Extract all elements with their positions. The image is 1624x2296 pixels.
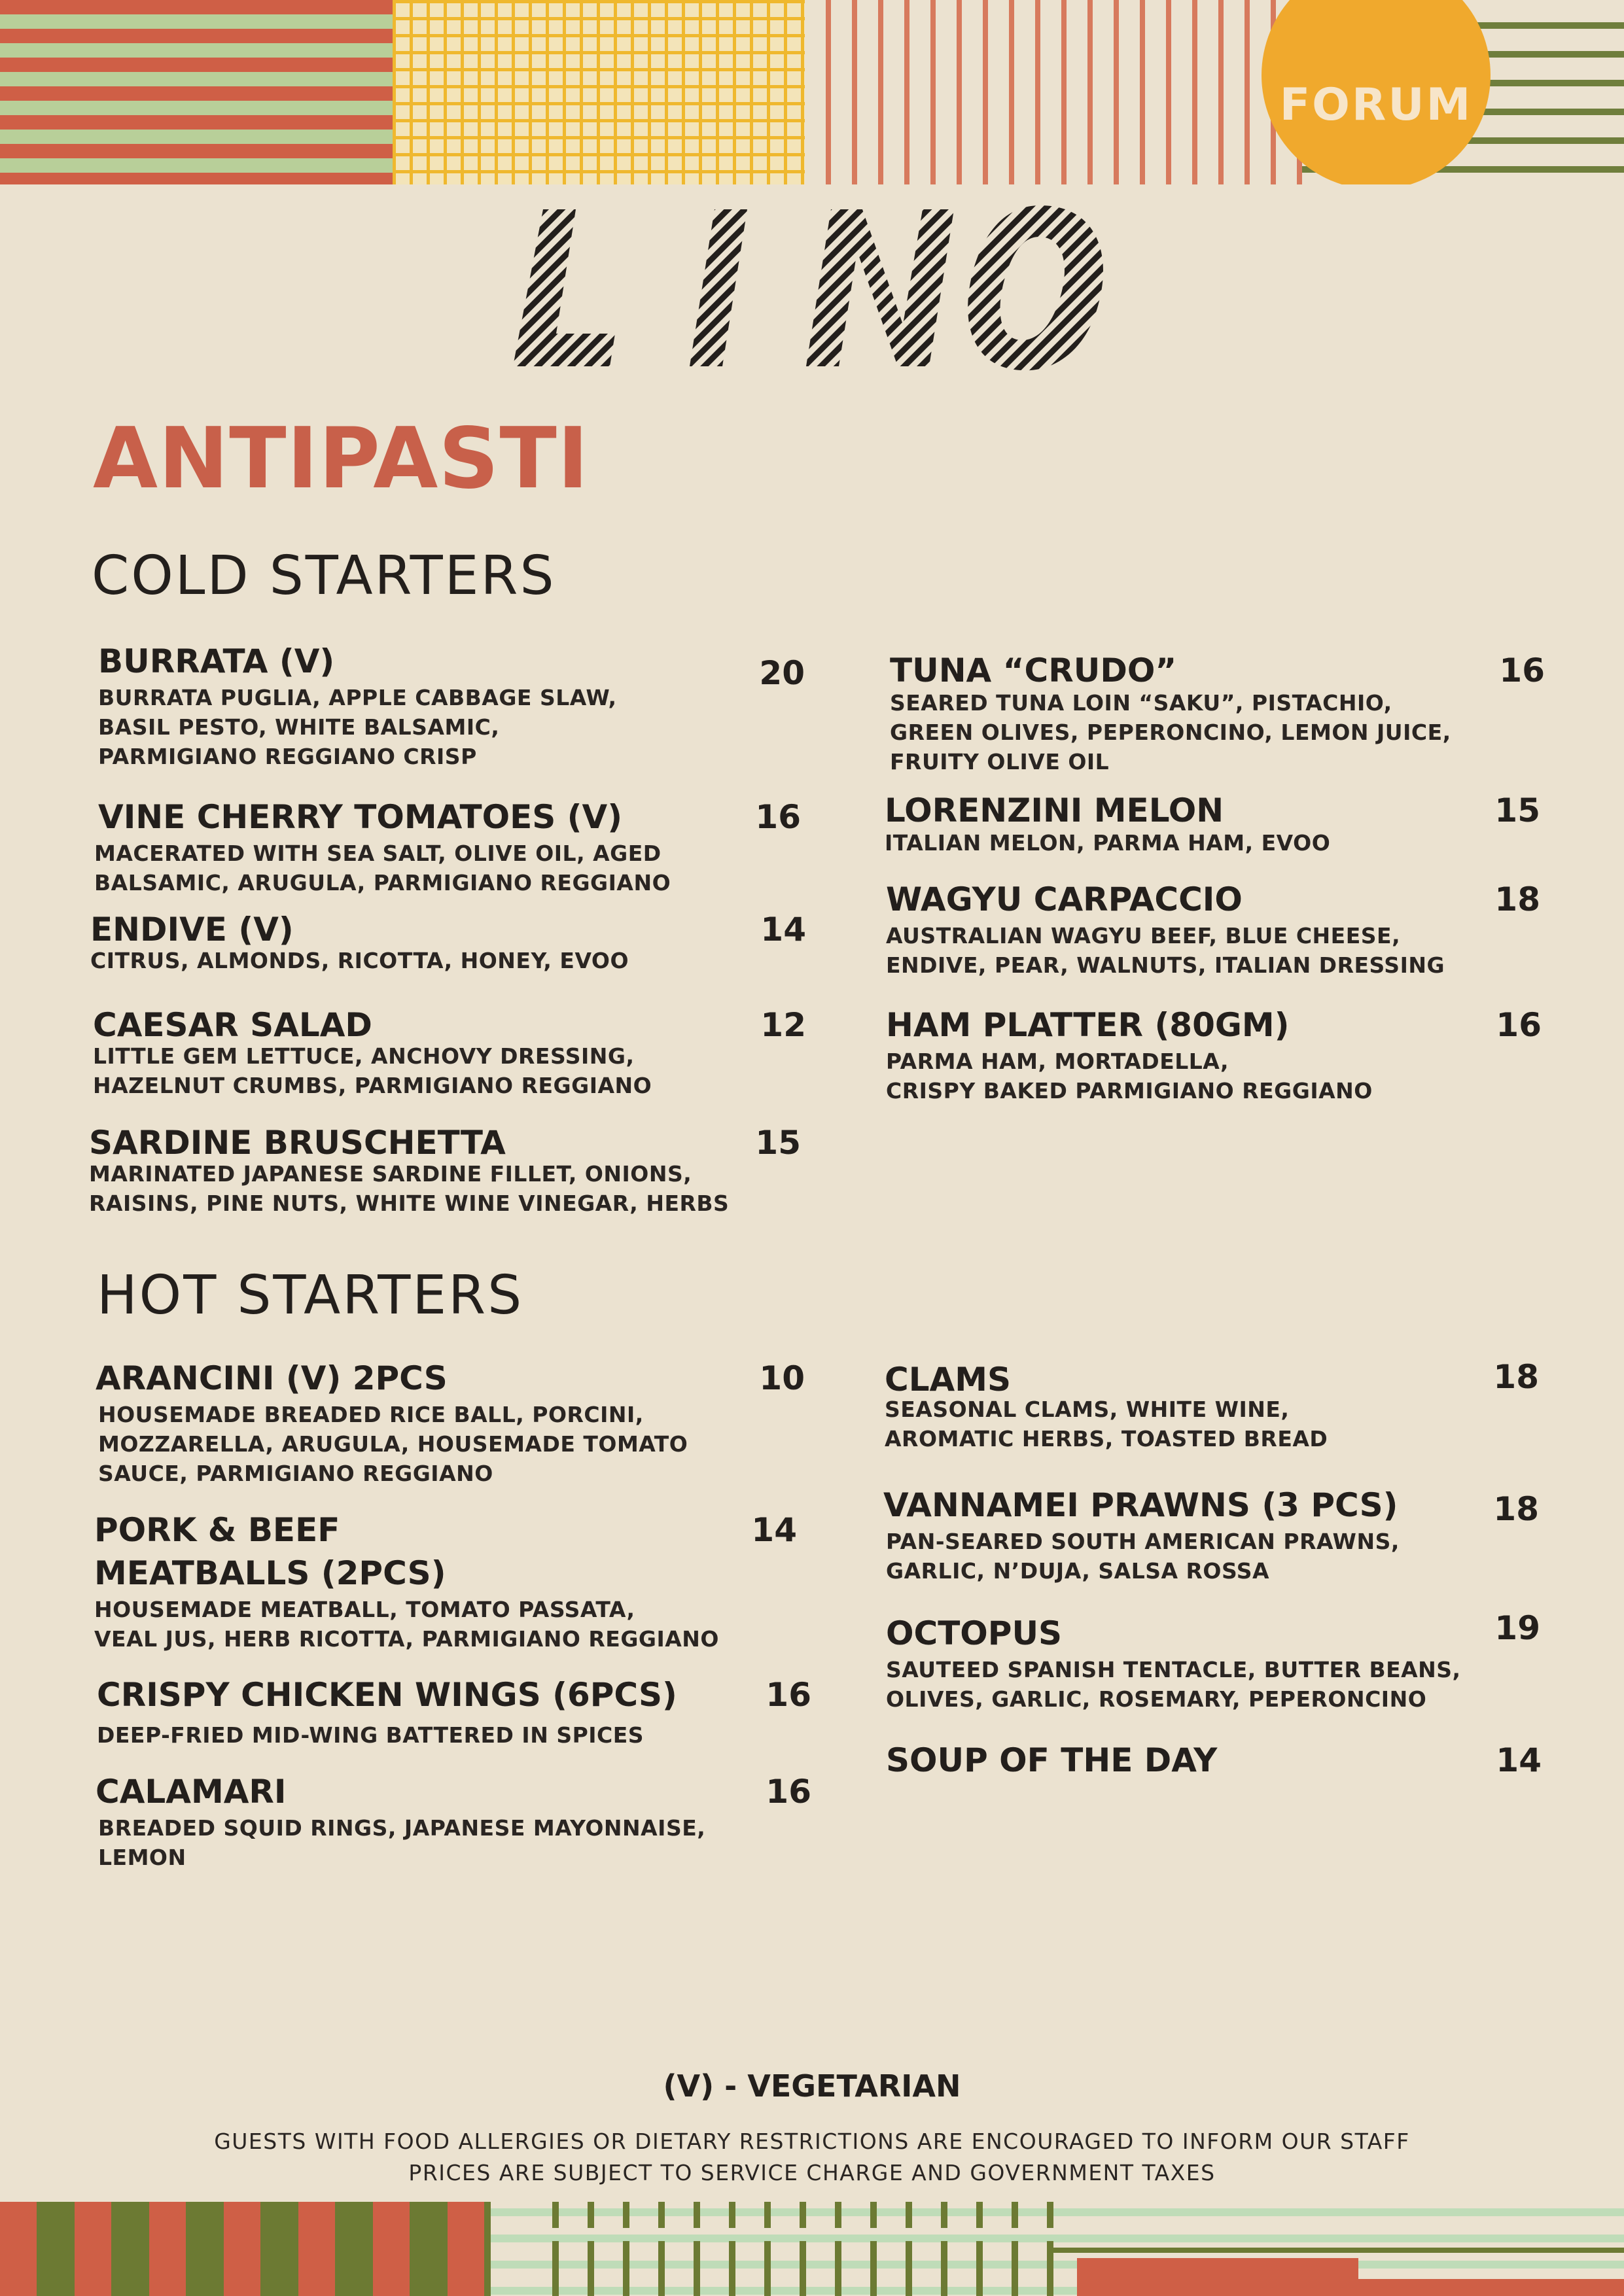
hot-starters-title: HOT STARTERS xyxy=(97,1264,524,1327)
vegetarian-legend: (V) - VEGETARIAN xyxy=(663,2068,961,2104)
item-description: SEASONAL CLAMS, WHITE WINE, AROMATIC HERBS, TOASTED BREAD xyxy=(885,1397,1328,1452)
menu-item xyxy=(886,1739,1540,1782)
lino-logo xyxy=(504,196,1119,379)
item-name: LORENZINI MELON xyxy=(885,791,1224,829)
item-price: 15 xyxy=(1494,791,1540,829)
item-price: 18 xyxy=(1494,880,1540,918)
item-description: CITRUS, ALMONDS, RICOTTA, HONEY, EVOO xyxy=(90,948,629,973)
item-price: 12 xyxy=(760,1006,806,1044)
grid-pattern-yellow xyxy=(393,0,805,184)
item-description: PAN-SEARED SOUTH AMERICAN PRAWNS, GARLIC, N’DUJA, SALSA ROSSA xyxy=(886,1529,1400,1584)
decorative-line xyxy=(1047,2248,1624,2253)
item-price: 16 xyxy=(1496,1006,1542,1044)
item-description: HOUSEMADE BREADED RICE BALL, PORCINI, MOZZARELLA, ARUGULA, HOUSEMADE TOMATO SAUCE, PARMIGIANO REGGIANO xyxy=(98,1402,688,1486)
menu-item xyxy=(886,878,1540,980)
item-name: HAM PLATTER (80GM) xyxy=(886,1006,1290,1044)
top-banner xyxy=(0,0,1624,184)
item-price: 15 xyxy=(755,1124,801,1162)
item-name: ENDIVE (V) xyxy=(90,911,294,948)
bottom-banner xyxy=(0,2202,1624,2296)
menu-item xyxy=(890,649,1544,776)
menu-item xyxy=(94,1508,797,1654)
item-price: 10 xyxy=(759,1359,805,1397)
menu-item xyxy=(89,1121,801,1218)
stripe-pattern-vertical xyxy=(805,0,1302,184)
allergy-note: GUESTS WITH FOOD ALLERGIES OR DIETARY RESTRICTIONS ARE ENCOURAGED TO INFORM OUR STAFF xyxy=(214,2129,1410,2154)
menu-item xyxy=(97,1673,811,1750)
item-name: VANNAMEI PRAWNS (3 PCS) xyxy=(883,1486,1398,1524)
forum-badge-text: FORUM xyxy=(1279,78,1473,131)
menu-item xyxy=(94,795,801,897)
item-price: 16 xyxy=(755,798,801,836)
menu-item xyxy=(90,908,806,975)
item-price: 20 xyxy=(759,654,805,692)
item-description: ITALIAN MELON, PARMA HAM, EVOO xyxy=(885,830,1331,856)
item-name: PORK & BEEF MEATBALLS (2PCS) xyxy=(94,1511,446,1592)
item-description: LITTLE GEM LETTUCE, ANCHOVY DRESSING, HAZELNUT CRUMBS, PARMIGIANO REGGIANO xyxy=(93,1043,652,1098)
menu-item xyxy=(96,1357,805,1488)
item-description: SAUTEED SPANISH TENTACLE, BUTTER BEANS, OLIVES, GARLIC, ROSEMARY, PEPERONCINO xyxy=(886,1657,1461,1712)
item-name: CAESAR SALAD xyxy=(93,1006,372,1044)
item-price: 18 xyxy=(1493,1358,1539,1396)
item-price: 16 xyxy=(766,1676,811,1714)
item-description: BURRATA PUGLIA, APPLE CABBAGE SLAW, BASIL PESTO, WHITE BALSAMIC, PARMIGIANO REGGIANO CRISP xyxy=(98,685,617,769)
item-name: BURRATA (V) xyxy=(98,642,335,680)
item-description: SEARED TUNA LOIN “SAKU”, PISTACHIO, GREEN OLIVES, PEPERONCINO, LEMON JUICE, FRUITY OLIVE OIL xyxy=(890,690,1451,774)
item-name: WAGYU CARPACCIO xyxy=(886,880,1243,918)
item-price: 14 xyxy=(1496,1741,1542,1779)
pricing-note: PRICES ARE SUBJECT TO SERVICE CHARGE AND GOVERNMENT TAXES xyxy=(408,2160,1216,2185)
item-price: 14 xyxy=(751,1511,797,1549)
item-description: DEEP-FRIED MID-WING BATTERED IN SPICES xyxy=(97,1722,644,1748)
item-description: BREADED SQUID RINGS, JAPANESE MAYONNAISE, LEMON xyxy=(98,1815,706,1870)
menu-item xyxy=(883,1484,1538,1586)
stripe-pattern-red-olive xyxy=(0,2202,491,2296)
menu-item xyxy=(886,1609,1540,1714)
item-description: HOUSEMADE MEATBALL, TOMATO PASSATA, VEAL JUS, HERB RICOTTA, PARMIGIANO REGGIANO xyxy=(94,1597,719,1652)
item-name: VINE CHERRY TOMATOES (V) xyxy=(98,798,623,836)
menu-item xyxy=(98,640,805,771)
item-name: SOUP OF THE DAY xyxy=(886,1741,1218,1779)
item-name: CALAMARI xyxy=(96,1773,287,1811)
item-description: MACERATED WITH SEA SALT, OLIVE OIL, AGED BALSAMIC, ARUGULA, PARMIGIANO REGGIANO xyxy=(94,841,671,896)
item-price: 19 xyxy=(1494,1609,1540,1647)
item-description: AUSTRALIAN WAGYU BEEF, BLUE CHEESE, ENDIVE, PEAR, WALNUTS, ITALIAN DRESSING xyxy=(886,923,1445,978)
item-name: ARANCINI (V) 2PCS xyxy=(96,1359,448,1397)
menu-item xyxy=(885,1358,1539,1453)
item-price: 16 xyxy=(766,1773,811,1811)
decorative-block xyxy=(1077,2258,1358,2296)
item-price: 14 xyxy=(760,911,806,948)
item-price: 18 xyxy=(1493,1490,1539,1528)
stripe-pattern-posts xyxy=(523,2202,1060,2296)
cold-starters-title: COLD STARTERS xyxy=(92,545,556,607)
item-description: PARMA HAM, MORTADELLA, CRISPY BAKED PARMIGIANO REGGIANO xyxy=(886,1049,1373,1104)
decorative-block xyxy=(1358,2279,1624,2296)
menu-item xyxy=(886,1003,1540,1105)
section-title: ANTIPASTI xyxy=(93,410,590,508)
item-name: SARDINE BRUSCHETTA xyxy=(89,1124,506,1162)
item-name: CLAMS xyxy=(885,1361,1012,1399)
menu-item xyxy=(93,1003,806,1100)
item-price: 16 xyxy=(1499,652,1545,689)
item-name: TUNA “CRUDO” xyxy=(890,652,1177,689)
stripe-pattern-red-green xyxy=(0,0,393,184)
item-name: CRISPY CHICKEN WINGS (6PCS) xyxy=(97,1676,677,1714)
item-name: OCTOPUS xyxy=(886,1614,1063,1652)
menu-item xyxy=(96,1770,811,1872)
item-description: MARINATED JAPANESE SARDINE FILLET, ONIONS, RAISINS, PINE NUTS, WHITE WINE VINEGAR, HERBS xyxy=(89,1161,730,1216)
menu-item xyxy=(885,789,1539,858)
forum-badge xyxy=(1262,0,1491,184)
